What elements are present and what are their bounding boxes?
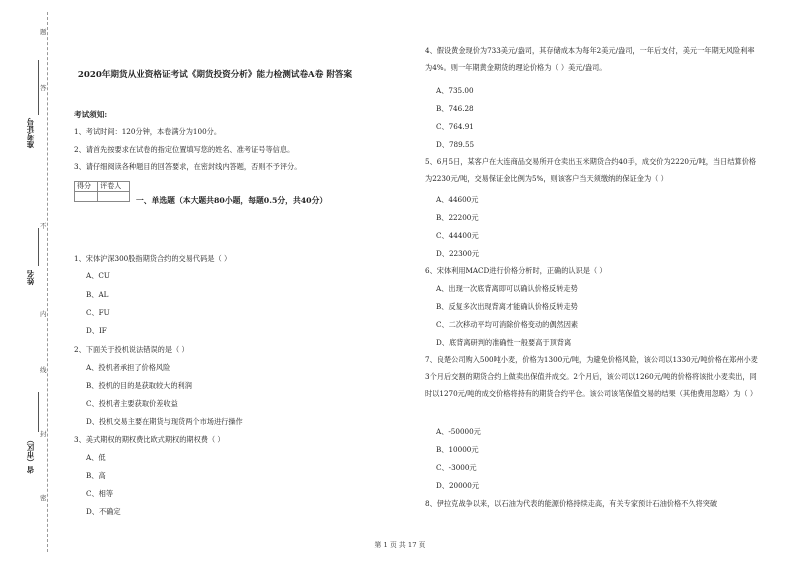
option: C、二次移动平均可消除价格变动的偶然因素 [436,320,579,329]
notice-heading: 考试须知: [74,110,108,119]
option: C、投机者主要获取价差收益 [86,399,178,408]
score-label: 得分 [75,182,98,192]
margin-mark: 密 [40,494,47,502]
margin-mark: 内 [40,310,47,318]
option: A、低 [86,453,106,462]
option: C、相等 [86,489,114,498]
name-line [38,228,39,266]
option: A、735.00 [436,86,474,95]
question-stem: 6、宋体利用MACD进行价格分析时，正确的认识是（ ） [425,266,607,275]
question-stem: 1、宋体沪深300股指期货合约的交易代码是（ ） [74,254,232,263]
option: D、20000元 [436,481,480,490]
option: C、44400元 [436,231,479,240]
margin-mark: 不 [40,222,47,230]
notice-item: 3、请仔细阅读各种题目的回答要求，在密封线内答题，否则不予评分。 [74,162,302,171]
option: B、10000元 [436,445,479,454]
province-label: 省（市区） [26,436,35,474]
section-title: 一、单选题（本大题共80小题，每题0.5分，共40分） [136,196,328,205]
exam-number-line [38,60,39,115]
province-line [38,392,39,432]
option: C、764.91 [436,122,474,131]
notice-item: 2、请首先按要求在试卷的指定位置填写您的姓名、准考证号等信息。 [74,145,295,154]
option: B、22200元 [436,213,479,222]
margin-mark: 题 [40,28,47,36]
option: C、-3000元 [436,463,477,472]
question-stem: 3、美式期权的期权费比欧式期权的期权费（ ） [74,435,225,444]
option: A、出现一次底背离即可以确认价格反转走势 [436,284,578,293]
margin-mark: 封 [40,430,47,438]
option: B、反复多次出现背离才能确认价格反转走势 [436,302,578,311]
score-box [74,181,130,202]
option: B、AL [86,290,109,299]
score-cell [75,192,98,202]
page-number: 第 1 页 共 17 页 [374,541,426,549]
margin-mark: 线 [40,366,47,374]
option: B、高 [86,471,106,480]
option: A、44600元 [436,195,479,204]
question-stem: 7、良楚公司购入500吨小麦，价格为1300元/吨，为避免价格风险，该公司以1330元/吨价格在郑州小麦3个月后交割的期货合约上做卖出保值并成交。2个月后，该公司以1260元/吨的价格将该批小麦卖出，同时以1270元/吨的成交价格将持有的期货合约平仓。该公司该笔保值交易的结果（其他费用忽略）为（ ） [425,355,758,398]
option: A、CU [86,271,110,280]
option: A、-50000元 [436,427,481,436]
option: D、底背离研判的准确性一般要高于顶背离 [436,338,572,347]
question-stem: 2、下面关于投机说法错误的是（ ） [74,345,189,354]
option: D、789.55 [436,140,475,149]
exam-number-label: 准考证号 [26,118,35,148]
margin-mark: 答 [40,84,47,92]
option: C、FU [86,308,110,317]
binding-line [47,12,48,552]
notice-item: 1、考试时间：120分钟，本卷满分为100分。 [74,127,222,136]
page-title: 2020年期货从业资格证考试《期货投资分析》能力检测试卷A卷 附答案 [77,70,353,80]
option: D、IF [86,326,107,335]
option: D、不确定 [86,507,121,516]
option: D、投机交易主要在期货与现货两个市场进行操作 [86,417,243,426]
option: B、投机的目的是获取较大的利润 [86,381,192,390]
option: A、投机者承担了价格风险 [86,363,171,372]
option: B、746.28 [436,104,474,113]
grader-cell [98,192,130,202]
question-stem: 5、6月5日，某客户在大连商品交易所开仓卖出玉米期货合约40手，成交价为2220元/吨，当日结算价格为2230元/吨，交易保证金比例为5%，则该客户当天须缴纳的保证金为（ ） [425,157,757,183]
question-stem: 8、伊拉克战争以来，以石油为代表的能源价格持续走高，有关专家预计石油价格不久将突破 [425,499,718,508]
name-label: 姓名 [26,270,35,285]
question-stem: 4、假设黄金现价为733美元/盎司，其存储成本为每年2美元/盎司，一年后支付，美元一年期无风险利率为4%。则一年期黄金期货的理论价格为（ ）美元/盎司。 [425,46,755,72]
option: D、22300元 [436,249,480,258]
grader-label: 评卷人 [98,182,130,192]
